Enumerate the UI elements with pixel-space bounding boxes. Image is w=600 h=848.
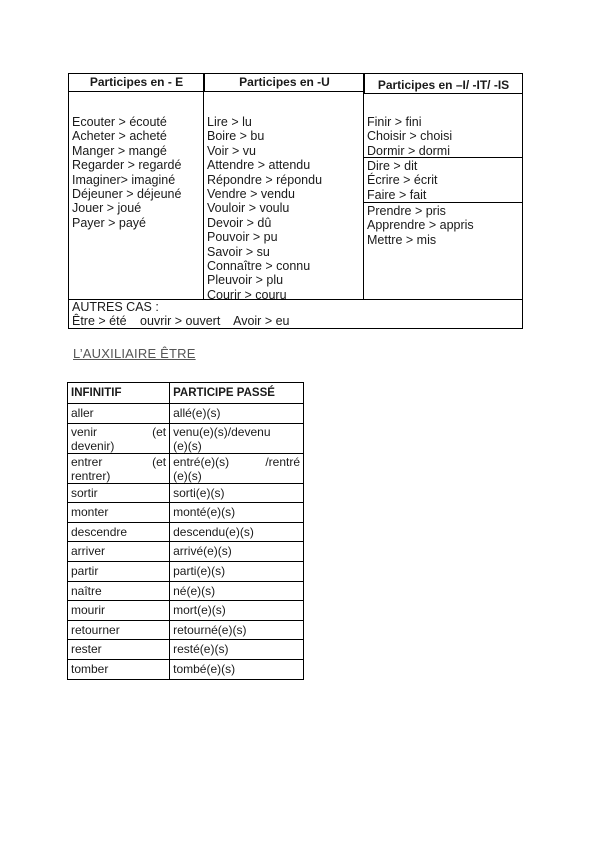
- cell-text: entré(e)(s): [173, 454, 230, 469]
- cell-text: rentrer): [71, 468, 111, 483]
- list-item: Imaginer> imaginé: [72, 172, 176, 187]
- list-item: Boire > bu: [207, 129, 265, 144]
- cell-participe: resté(e)(s): [170, 640, 304, 660]
- autres-item: ouvrir > ouvert: [140, 314, 221, 329]
- cell-text: venir: [71, 424, 98, 439]
- list-item: Dire > dit: [367, 159, 418, 173]
- list-item: Pleuvoir > plu: [207, 273, 284, 288]
- table-row: [68, 404, 304, 424]
- list-item: Pouvoir > pu: [207, 230, 278, 245]
- list-item: Courir > couru: [207, 287, 287, 302]
- list-item: Attendre > attendu: [207, 158, 311, 173]
- cell-infinitif: [68, 423, 170, 453]
- list-item: Dormir > dormi: [367, 143, 450, 158]
- cell-participe: descendu(e)(s): [170, 522, 304, 542]
- cell-text: /rentré: [265, 454, 300, 469]
- autres-item: Être > été: [72, 314, 127, 329]
- cell-infinitif: descendre: [68, 522, 170, 542]
- table-row: [68, 581, 304, 601]
- autres-cas: [72, 300, 290, 329]
- column-i-group-2: [367, 159, 438, 202]
- list-item: Vendre > vendu: [207, 187, 295, 202]
- cell-participe: [170, 423, 304, 453]
- table-row: [68, 483, 304, 503]
- table-row: [68, 453, 304, 483]
- table-row: [68, 522, 304, 542]
- cell-participe: allé(e)(s): [170, 404, 304, 424]
- list-item: Jouer > joué: [72, 201, 142, 216]
- cell-participe: mort(e)(s): [170, 601, 304, 621]
- column-i-group-3: [367, 204, 474, 247]
- list-item: Écrire > écrit: [367, 173, 438, 188]
- list-item: Acheter > acheté: [72, 129, 167, 144]
- cell-participe: parti(e)(s): [170, 561, 304, 581]
- cell-infinitif: aller: [68, 404, 170, 424]
- table-row: [68, 620, 304, 640]
- header-infinitif: INFINITIF: [68, 383, 170, 404]
- list-item: Mettre > mis: [367, 232, 437, 247]
- column-e-list: [72, 115, 181, 230]
- column-i-group-1: [367, 115, 452, 158]
- cell-infinitif: retourner: [68, 620, 170, 640]
- cell-text: (et: [152, 454, 167, 469]
- cell-text: venu(e)(s)/devenu: [173, 424, 271, 439]
- cell-infinitif: sortir: [68, 483, 170, 503]
- header-participes-i: Participes en –I/ -IT/ -IS: [364, 74, 522, 94]
- cell-infinitif: tomber: [68, 659, 170, 679]
- list-item: Lire > lu: [207, 115, 252, 129]
- list-item: Faire > fait: [367, 187, 427, 202]
- list-item: Finir > fini: [367, 115, 422, 129]
- list-item: Vouloir > voulu: [207, 201, 290, 216]
- column-divider: [363, 74, 364, 300]
- cell-participe: sorti(e)(s): [170, 483, 304, 503]
- list-item: Voir > vu: [207, 143, 256, 158]
- table-row: [68, 561, 304, 581]
- autres-item: Avoir > eu: [233, 314, 290, 329]
- autres-cas-label: AUTRES CAS :: [72, 300, 159, 314]
- cell-participe: monté(e)(s): [170, 503, 304, 523]
- table-header-row: [68, 383, 304, 404]
- cell-infinitif: [68, 453, 170, 483]
- list-item: Répondre > répondu: [207, 172, 323, 187]
- cell-infinitif: rester: [68, 640, 170, 660]
- cell-text: entrer: [71, 454, 103, 469]
- column-u-list: [207, 115, 322, 302]
- list-item: Connaître > connu: [207, 259, 311, 274]
- table-row: [68, 601, 304, 621]
- auxiliaire-table: [67, 382, 304, 680]
- cell-participe: retourné(e)(s): [170, 620, 304, 640]
- participles-table: [68, 73, 523, 329]
- table-row: [68, 423, 304, 453]
- header-participes-e: Participes en - E: [69, 74, 204, 92]
- cell-text: (e)(s): [173, 468, 202, 483]
- list-item: Devoir > dû: [207, 215, 272, 230]
- list-item: Apprendre > appris: [367, 218, 474, 233]
- section-title: L’AUXILIAIRE ÊTRE: [73, 346, 196, 361]
- list-item: Savoir > su: [207, 244, 270, 259]
- column-divider: [203, 74, 204, 300]
- list-item: Ecouter > écouté: [72, 115, 167, 129]
- table-row: [68, 503, 304, 523]
- cell-participe: arrivé(e)(s): [170, 542, 304, 562]
- cell-text: (e)(s): [173, 438, 202, 453]
- list-item: Déjeuner > déjeuné: [72, 187, 182, 202]
- cell-text: (et: [152, 424, 167, 439]
- cell-participe: [170, 453, 304, 483]
- cell-infinitif: partir: [68, 561, 170, 581]
- autres-cas-items: [72, 314, 290, 328]
- cell-infinitif: mourir: [68, 601, 170, 621]
- table-row: [68, 640, 304, 660]
- list-item: Payer > payé: [72, 215, 147, 230]
- header-participes-u: Participes en -U: [204, 74, 364, 92]
- cell-participe: né(e)(s): [170, 581, 304, 601]
- list-item: Choisir > choisi: [367, 129, 453, 144]
- cell-infinitif: naître: [68, 581, 170, 601]
- cell-text: devenir): [71, 438, 115, 453]
- list-item: Manger > mangé: [72, 143, 167, 158]
- table-row: [68, 659, 304, 679]
- cell-infinitif: arriver: [68, 542, 170, 562]
- cell-participe: tombé(e)(s): [170, 659, 304, 679]
- list-item: Prendre > pris: [367, 204, 446, 218]
- header-participe-passe: PARTICIPE PASSÉ: [170, 383, 304, 404]
- list-item: Regarder > regardé: [72, 158, 182, 173]
- table-row: [68, 542, 304, 562]
- cell-infinitif: monter: [68, 503, 170, 523]
